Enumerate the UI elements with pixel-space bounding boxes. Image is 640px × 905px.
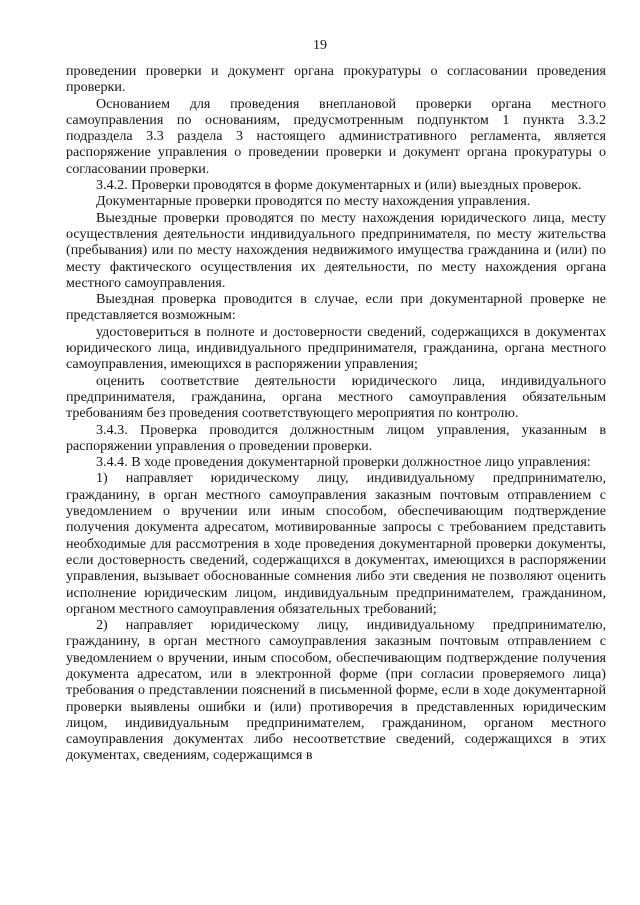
page-number: 19 <box>313 38 327 53</box>
paragraph-3-4-3: 3.4.3. Проверка проводится должностным лицом управления, указанным в распоряжении управления о проведении проверки. <box>66 421 606 454</box>
document-body <box>66 63 606 764</box>
paragraph-3-4-2: 3.4.2. Проверки проводятся в форме документарных и (или) выездных проверок. <box>96 177 582 194</box>
paragraph-documentary-inspections: Документарные проверки проводятся по месту нахождения управления. <box>96 193 531 210</box>
paragraph-onsite-inspections: Выездные проверки проводятся по месту нахождения юридического лица, месту осуществления деятельности индивидуального предпринимателя, по месту жительства (пребывания) или по месту нахождения недвижимого имущества гражданина и (или) по месту фактического осуществления их деятельности, по месту нахождения органа местного самоуправления. <box>66 209 606 291</box>
paragraph-basis-for-unscheduled-inspection: Основанием для проведения внеплановой проверки органа местного самоуправления по основаниям, предусмотренным подпунктом 1 пункта 3.3.2 подраздела 3.3 раздела 3 настоящего административного регламента, является распоряжение управления о проведении проверки и документ органа прокуратуры о согласовании проверки. <box>66 95 606 177</box>
paragraph-continuation: проведении проверки и документ органа прокуратуры о согласовании проведения проверки. <box>66 63 606 96</box>
list-item-2-explanations: 2) направляет юридическому лицу, индивидуальному предпринимателю, гражданину, в орган местного самоуправления заказным почтовым отправлением с уведомлением о вручении, иным способом, обеспечивающим подтверждение получения документа адресатом, или в электронной форме (при согласии проверяемого лица) требования о представлении пояснений в письменной форме, если в ходе документарной проверки выявлены ошибки и (или) противоречия в представленных юридическим лицом, индивидуальным предпринимателем, гражданином, органом местного самоуправления документах либо несоответствие сведений, содержащихся в этих документах, сведениям, содержащимся в <box>66 617 606 764</box>
list-item-assess-compliance: оценить соответствие деятельности юридического лица, индивидуального предпринимателя, гражданина, органа местного самоуправления обязательным требованиям без проведения соответствующего мероприятия по контролю. <box>66 372 606 422</box>
paragraph-3-4-4: 3.4.4. В ходе проведения документарной проверки должностное лицо управления: <box>96 454 591 471</box>
list-item-1-requests: 1) направляет юридическому лицу, индивидуальному предпринимателю, гражданину, в орган местного самоуправления заказным почтовым отправлением с уведомлением о вручении или иным способом, обеспечивающим подтверждение получения документа адресатом, мотивированные запросы с требованием представить необходимые для рассмотрения в ходе проведения документарной проверки документы, если достоверность сведений, содержащихся в документах, имеющихся в распоряжении управления, вызывает обоснованные сомнения либо эти сведения не позволяют оценить исполнение юридическим лицом, индивидуальным предпринимателем, гражданином, органом местного самоуправления обязательных требований; <box>66 470 606 617</box>
paragraph-onsite-conditions: Выездная проверка проводится в случае, если при документарной проверке не представляется возможным: <box>66 291 606 324</box>
list-item-verify-completeness: удостовериться в полноте и достоверности сведений, содержащихся в документах юридического лица, индивидуального предпринимателя, гражданина, органа местного самоуправления, имеющихся в распоряжении управления; <box>66 323 606 373</box>
